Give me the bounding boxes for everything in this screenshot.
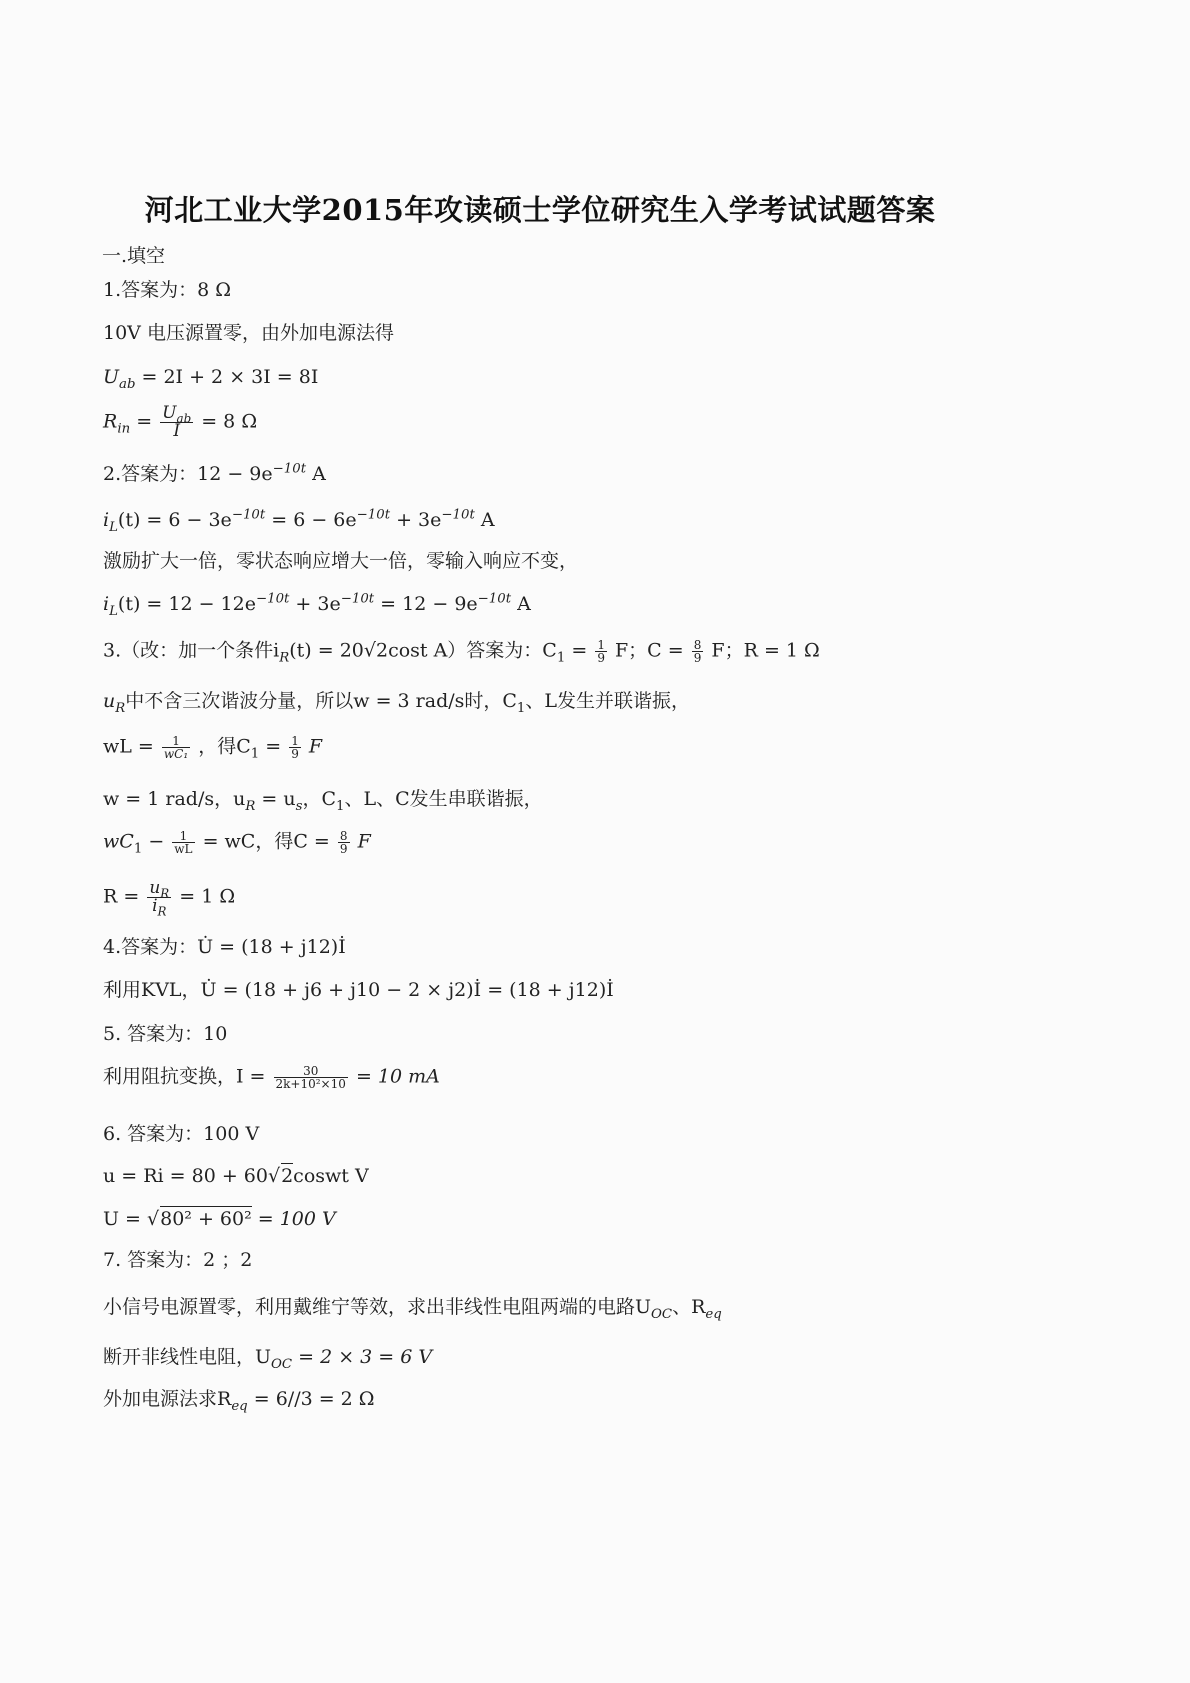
q3-answer: 3.（改：加一个条件$i_R(t) = 20√2\cos t$ A）答案为：$C_1$ = $\frac{1}{9}$ F；C = $\frac{8}{9}$ F；R = 1 Ω bbox=[103, 638, 820, 666]
q5-line-1: 利用阻抗变换，I = $\frac{30}{\text{2k+10²×10}}$ = 10 mA bbox=[103, 1064, 440, 1091]
fraction: $\frac{1}{\text{wC₁}}$ bbox=[163, 734, 189, 761]
q6-line-2: U = √80² + 60² = 100 V bbox=[103, 1208, 336, 1230]
q7-line-3: 外加电源法求$R_{eq} = 6//3 = 2$ Ω bbox=[103, 1388, 375, 1414]
q3-line-3: w = 1 rad/s，$u_R = u_s$，$C_1$、L、C发生串联谐振， bbox=[103, 788, 543, 814]
q5-answer: 5. 答案为：10 bbox=[103, 1023, 228, 1045]
fraction: $\frac{1}{9}$ bbox=[291, 734, 299, 761]
q2-note: 激励扩大一倍，零状态响应增大一倍，零输入响应不变， bbox=[103, 550, 579, 572]
q6-line-1: u = Ri = 80 + 60√2coswt V bbox=[103, 1165, 369, 1187]
q3-line-1: $u_R$中不含三次谐波分量，所以w = 3 rad/s时，$C_1$、L发生并联谐振， bbox=[103, 690, 691, 716]
section-heading: 一.填空 bbox=[102, 245, 166, 267]
page-title: 河北工业大学2015年攻读硕士学位研究生入学考试试题答案 bbox=[144, 193, 936, 227]
fraction: $\frac{1}{9}$ bbox=[597, 638, 605, 665]
q3-line-2: wL = $\frac{1}{\text{wC₁}}$ ，得$C_1$ = $\frac{1}{9}$ F bbox=[103, 734, 323, 762]
q7-answer: 7. 答案为：2 ；2 bbox=[103, 1249, 253, 1271]
fraction: $\frac{8}{9}$ bbox=[339, 829, 348, 856]
q2-answer: 2.答案为：$12 - 9e^{-10t}$ A bbox=[103, 461, 326, 485]
q1-equation-2: $R_{in}$ = $\frac{U_{ab}}{I}$ = 8 Ω bbox=[103, 403, 258, 441]
q1-equation-1: $U_{ab} = 2I + 2 \times 3I = 8I$ bbox=[103, 366, 319, 392]
q1-answer: 1.答案为：8 Ω bbox=[103, 279, 232, 301]
fraction: $\frac{U_{ab}}{I}$ bbox=[162, 403, 192, 441]
q1-step: 10V 电压源置零，由外加电源法得 bbox=[103, 322, 394, 344]
fraction: $\frac{8}{9}$ bbox=[693, 638, 702, 665]
fraction: $\frac{u_R}{i_R}$ bbox=[149, 878, 170, 919]
q6-answer: 6. 答案为：100 V bbox=[103, 1123, 260, 1145]
q3-line-5: R = $\frac{u_R}{i_R}$ = 1 Ω bbox=[103, 878, 236, 919]
fraction: $\frac{1}{wL}$ bbox=[174, 829, 193, 856]
q4-answer: 4.答案为：U̇ = (18 + j12)İ bbox=[103, 936, 346, 958]
q3-line-4: $wC_1$ − $\frac{1}{wL}$ = wC，得C = $\frac{8}{9}$ F bbox=[103, 829, 371, 857]
q2-line-2: $i_L(t) = 12 - 12e^{-10t} + 3e^{-10t} = 12 - 9e^{-10t}$ A bbox=[103, 591, 531, 619]
fraction: $\frac{30}{\text{2k+10²×10}}$ bbox=[275, 1064, 346, 1091]
q4-line-1: 利用KVL，U̇ = (18 + j6 + j10 − 2 × j2)İ = (18 + j12)İ bbox=[103, 979, 614, 1001]
q2-line-1: $i_L(t) = 6 - 3e^{-10t} = 6 - 6e^{-10t} + 3e^{-10t}$ A bbox=[103, 507, 495, 535]
q7-line-2: 断开非线性电阻，$U_{OC} = 2 \times 3 = 6$ V bbox=[103, 1346, 433, 1372]
q7-line-1: 小信号电源置零，利用戴维宁等效，求出非线性电阻两端的电路$U_{OC}$、$R_{eq}$ bbox=[103, 1296, 722, 1322]
